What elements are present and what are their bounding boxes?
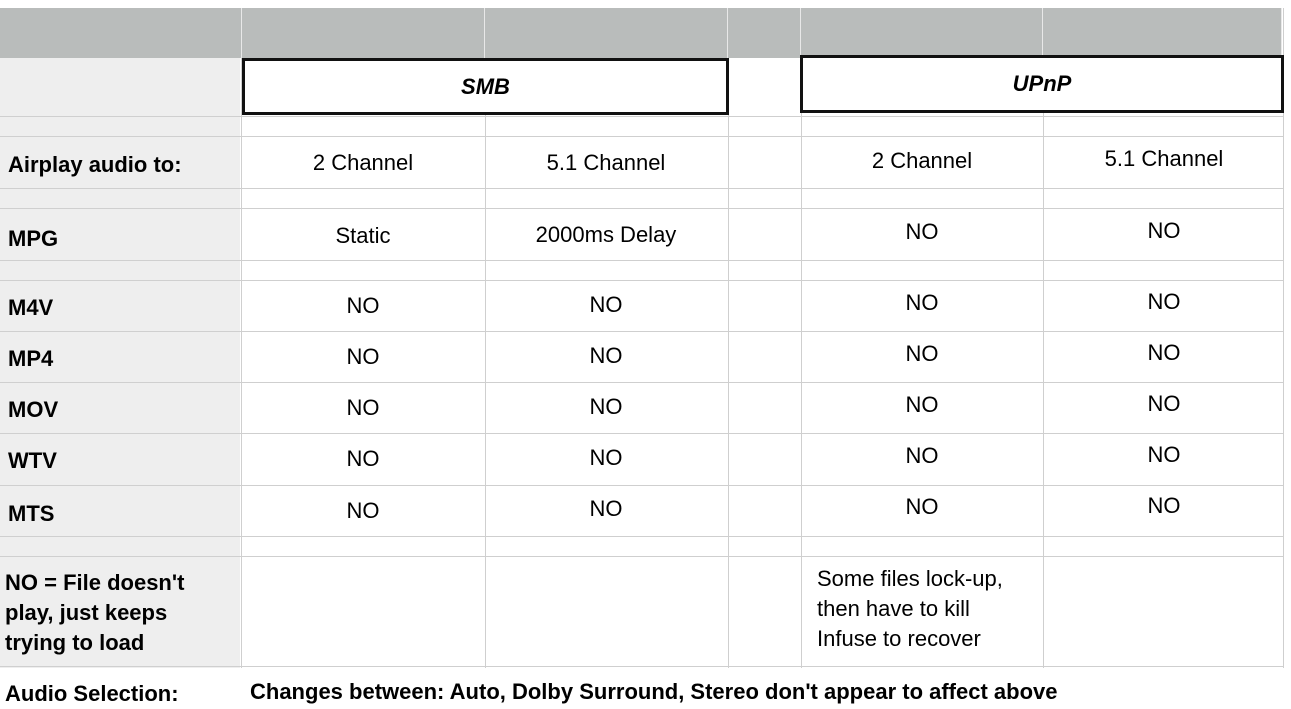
smb-group-header: SMB <box>242 58 729 115</box>
table-cell: NO <box>346 344 380 369</box>
row-label-wtv: WTV <box>8 448 57 473</box>
table-cell: NO <box>589 394 623 419</box>
column-header: 2 Channel <box>871 148 973 173</box>
grid-line <box>0 666 1283 667</box>
table-cell: NO <box>589 343 623 368</box>
table-cell: NO <box>1147 442 1181 467</box>
column-header: 2 Channel <box>312 150 414 175</box>
table-cell: NO <box>905 443 939 468</box>
table-cell: NO <box>905 219 939 244</box>
column-header: 5.1 Channel <box>546 150 666 175</box>
grid-line <box>728 58 729 668</box>
grid-line <box>0 116 1283 117</box>
legend-line: play, just keeps <box>5 600 168 625</box>
table-cell: NO <box>905 494 939 519</box>
table-cell: NO <box>346 293 380 318</box>
note-line: then have to kill <box>817 596 970 621</box>
table-cell: NO <box>1147 218 1181 243</box>
table-cell: NO <box>346 395 380 420</box>
grid-line <box>801 58 802 668</box>
table-cell: NO <box>1147 289 1181 314</box>
row-label-m4v: M4V <box>8 295 54 320</box>
table-cell: NO <box>346 498 380 523</box>
grid-line <box>0 485 1283 486</box>
grid-line <box>1043 58 1044 668</box>
grid-line <box>0 556 1283 557</box>
table-cell: NO <box>589 445 623 470</box>
grid-line <box>0 136 1283 137</box>
table-cell: 2000ms Delay <box>535 222 677 247</box>
table-cell: NO <box>1147 493 1181 518</box>
legend-line: NO = File doesn't <box>5 570 185 595</box>
table-cell: NO <box>1147 391 1181 416</box>
audio-selection-note: Changes between: Auto, Dolby Surround, Stereo don't appear to affect above <box>250 679 1058 704</box>
note-line: Some files lock-up, <box>817 566 1003 591</box>
grid-line <box>241 58 242 668</box>
note-line: Infuse to recover <box>817 626 981 651</box>
legend-line: trying to load <box>5 630 145 655</box>
grid-line <box>0 188 1283 189</box>
table-cell: NO <box>346 446 380 471</box>
audio-selection-label: Audio Selection: <box>5 681 179 706</box>
table-cell: NO <box>905 392 939 417</box>
upnp-note <box>817 564 1003 654</box>
table-cell: NO <box>1147 340 1181 365</box>
table-cell: NO <box>589 292 623 317</box>
row-label-mts: MTS <box>8 501 55 526</box>
airplay-audio-label: Airplay audio to: <box>8 152 182 177</box>
header-cell <box>728 8 801 58</box>
grid-line <box>485 58 486 668</box>
header-cell <box>1043 8 1282 58</box>
header-cell <box>242 8 485 58</box>
header-cell <box>801 8 1043 58</box>
legend-text <box>5 568 184 658</box>
table-cell: NO <box>905 290 939 315</box>
table-cell: NO <box>589 496 623 521</box>
row-label-mp4: MP4 <box>8 346 54 371</box>
table-cell: NO <box>905 341 939 366</box>
upnp-group-header: UPnP <box>800 55 1284 113</box>
grid-line <box>0 536 1283 537</box>
grid-line <box>0 433 1283 434</box>
row-label-mpg: MPG <box>8 226 59 251</box>
header-cell <box>485 8 728 58</box>
row-label-mov: MOV <box>8 397 59 422</box>
table-cell: Static <box>335 223 391 248</box>
grid-line <box>0 331 1283 332</box>
grid-line <box>0 260 1283 261</box>
grid-line <box>0 382 1283 383</box>
column-header: 5.1 Channel <box>1104 146 1224 171</box>
grid-line <box>0 280 1283 281</box>
header-cell <box>0 8 242 58</box>
grid-line <box>0 208 1283 209</box>
